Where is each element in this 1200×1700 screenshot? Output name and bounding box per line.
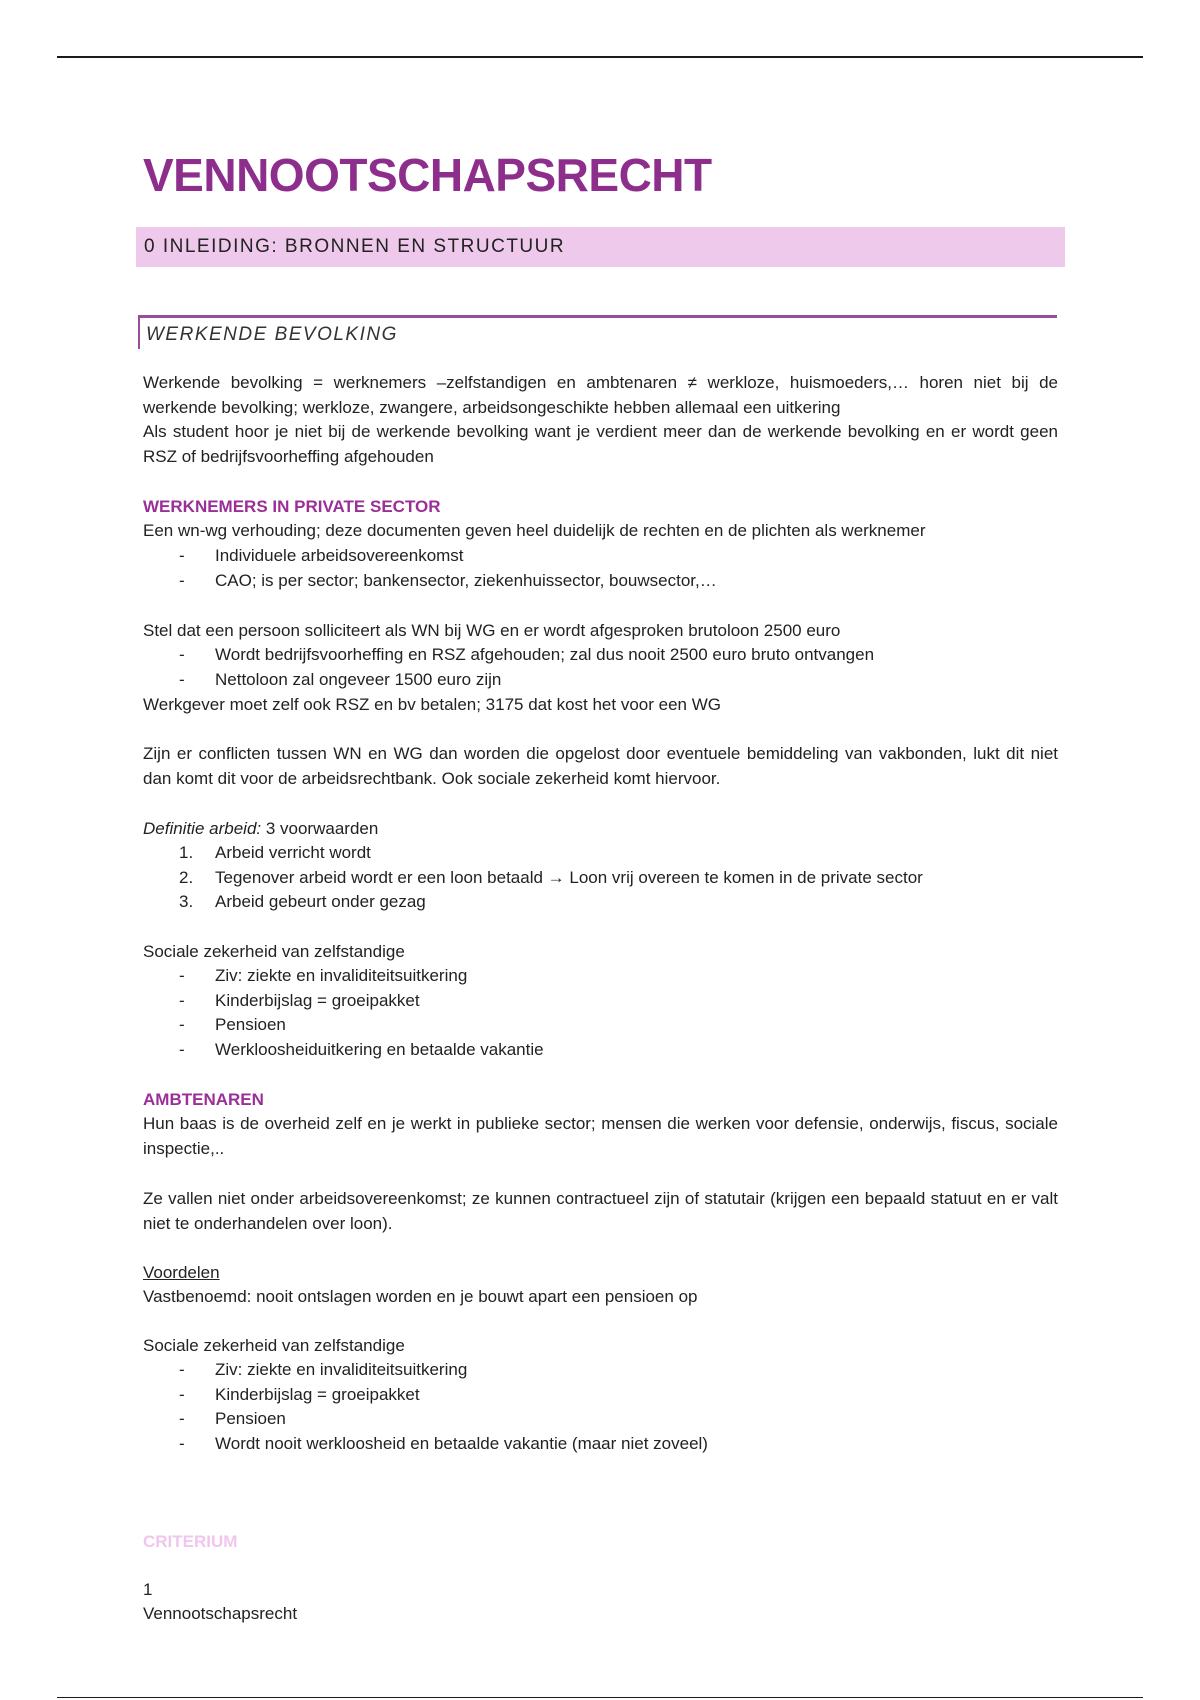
dash-bullet: - [179, 990, 185, 1010]
heading-private-sector: WERKNEMERS IN PRIVATE SECTOR [143, 497, 441, 516]
bottom-rule [57, 1697, 1143, 1698]
list-item: - Kinderbijslag = groeipakket [143, 989, 1058, 1014]
civil-social-security-list [143, 1358, 1058, 1456]
page-number: 1 [143, 1580, 153, 1599]
civil-social-security-heading: Sociale zekerheid van zelfstandige [143, 1336, 405, 1355]
list-item: - Pensioen [143, 1407, 1058, 1432]
definition-list [143, 841, 1058, 915]
top-rule [57, 56, 1143, 58]
private-paragraph-4: Zijn er conflicten tussen WN en WG dan worden die opgelost door eventuele bemiddeling van vakbonden, lukt dit niet dan komt dit voor de arbeidsrechtbank. Ook sociale zekerheid komt hiervoor. [143, 744, 1058, 788]
number-marker: 2. [179, 867, 194, 887]
civil-paragraph-1: Hun baas is de overheid zelf en je werkt in publieke sector; mensen die werken voor defensie, onderwijs, fiscus, sociale inspectie,.. [143, 1114, 1058, 1158]
advantages-text: Vastbenoemd: nooit ontslagen worden en je bouwt apart een pensioen op [143, 1287, 698, 1306]
definition-rest: 3 voorwaarden [261, 819, 379, 838]
list-item: - CAO; is per sector; bankensector, ziekenhuissector, bouwsector,… [143, 569, 1058, 594]
private-list-2 [143, 643, 1058, 692]
social-security-heading: Sociale zekerheid van zelfstandige [143, 942, 405, 961]
heading-civil-servants: AMBTENAREN [143, 1090, 264, 1109]
dash-bullet: - [179, 966, 185, 985]
definition-line [143, 817, 1058, 842]
list-item: 2. Tegenover arbeid wordt er een loon betaald → Loon vrij overeen te komen in de private sector [143, 866, 1058, 891]
intro-paragraph-1: Werkende bevolking = werknemers –zelfstandigen en ambtenaren ≠ werkloze, huismoeders,… horen niet bij de werkende bevolking; werkloze, zwangere, arbeidsongeschikte hebben allemaal een uitkering [143, 373, 1058, 417]
dash-bullet: - [179, 1039, 185, 1059]
list-item: - Werkloosheiduitkering en betaalde vakantie [143, 1038, 1058, 1063]
number-marker: 3. [179, 892, 194, 911]
list-item: - Individuele arbeidsovereenkomst [143, 544, 1058, 569]
heading-2: WERKENDE BEVOLKING [138, 315, 1057, 349]
definition-label: Definitie arbeid: [143, 819, 262, 838]
private-paragraph-1: Een wn-wg verhouding; deze documenten geven heel duidelijk de rechten en de plichten als werknemer [143, 521, 926, 540]
heading-1: 0 INLEIDING: BRONNEN EN STRUCTUUR [136, 227, 1065, 267]
private-paragraph-3: Werkgever moet zelf ook RSZ en bv betalen; 3175 dat kost het voor een WG [143, 695, 721, 714]
list-item: - Wordt bedrijfsvoorheffing en RSZ afgehouden; zal dus nooit 2500 euro bruto ontvangen [143, 643, 1058, 668]
civil-paragraph-2: Ze vallen niet onder arbeidsovereenkomst; ze kunnen contractueel zijn of statutair (krijgen een bepaald statuut en er valt niet te onderhandelen over loon). [143, 1189, 1058, 1233]
document-title: VENNOOTSCHAPSRECHT [143, 149, 712, 201]
number-marker: 1. [179, 843, 194, 862]
list-item: 1. Arbeid verricht wordt [143, 841, 1058, 866]
dash-bullet: - [179, 1433, 185, 1453]
dash-bullet: - [179, 645, 185, 664]
advantages-label: Voordelen [143, 1263, 220, 1282]
list-item: - Kinderbijslag = groeipakket [143, 1383, 1058, 1408]
dash-bullet: - [179, 1015, 185, 1034]
list-item: - Nettoloon zal ongeveer 1500 euro zijn [143, 668, 1058, 693]
list-item: - Pensioen [143, 1013, 1058, 1038]
private-list-1 [143, 544, 1058, 593]
private-paragraph-2: Stel dat een persoon solliciteert als WN bij WG en er wordt afgesproken brutoloon 2500 euro [143, 621, 841, 640]
list-item: - Wordt nooit werkloosheid en betaalde vakantie (maar niet zoveel) [143, 1432, 1058, 1457]
heading-criterium: CRITERIUM [143, 1532, 238, 1551]
dash-bullet: - [179, 1384, 185, 1404]
intro-paragraph-2: Als student hoor je niet bij de werkende bevolking want je verdient meer dan de werkende bevolking en er wordt geen RSZ of bedrijfsvoorheffing afgehouden [143, 422, 1058, 466]
list-item: 3. Arbeid gebeurt onder gezag [143, 890, 1058, 915]
dash-bullet: - [179, 1360, 185, 1379]
list-item: - Ziv: ziekte en invaliditeitsuitkering [143, 1358, 1058, 1383]
social-security-list [143, 964, 1058, 1062]
dash-bullet: - [179, 1409, 185, 1428]
footer-title: Vennootschapsrecht [143, 1604, 298, 1623]
dash-bullet: - [179, 570, 185, 590]
dash-bullet: - [179, 546, 185, 565]
dash-bullet: - [179, 669, 185, 689]
list-item: - Ziv: ziekte en invaliditeitsuitkering [143, 964, 1058, 989]
